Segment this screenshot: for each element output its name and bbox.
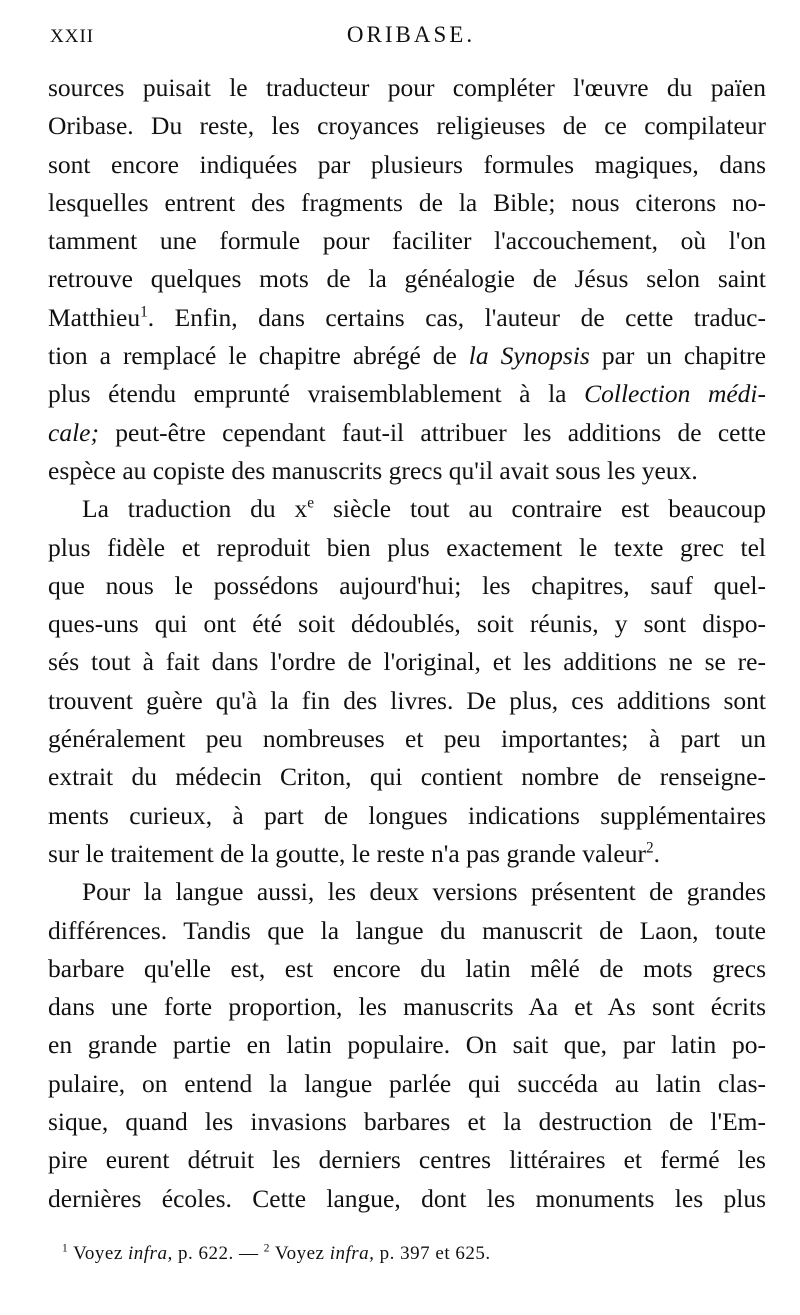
text-line: lesquelles entrent des fragments de la Bible; nous citerons no- <box>48 187 766 217</box>
footnote-italic: infra, <box>329 1243 375 1264</box>
text-line: sources puisait le traducteur pour compléter l'œuvre du païen <box>48 73 766 102</box>
text-line: sont encore indiquées par plusieurs formules magiques, dans <box>48 149 766 179</box>
footnote-text: p. 622. — <box>172 1243 264 1264</box>
footnote-marker: 1 <box>62 1242 69 1255</box>
footnote-text: Voyez <box>68 1243 128 1264</box>
superscript: e <box>307 494 315 512</box>
text-segment: . <box>653 838 660 868</box>
page-header <box>50 22 772 58</box>
text-segment: La traduction du x <box>82 494 308 524</box>
footnote-ref: 2 <box>645 839 654 857</box>
text-line: Oribase. Du reste, les croyances religieuses de ce compilateur <box>48 111 766 141</box>
text-line: en grande partie en latin populaire. On sait que, par latin po- <box>48 1030 766 1060</box>
text-segment: tion a remplacé le chapitre abrégé de <box>48 341 469 371</box>
text-line: sés tout à fait dans l'ordre de l'original, et les additions ne se re- <box>48 647 766 677</box>
text-line: barbare qu'elle est, est encore du latin mêlé de mots grecs <box>48 953 766 983</box>
text-line: dans une forte proportion, les manuscrits Aa et As sont écrits <box>48 992 766 1022</box>
text-segment: . Enfin, dans certains cas, l'auteur de cette traduc- <box>147 302 766 332</box>
text-line: pulaire, on entend la langue parlée qui succéda au latin clas- <box>48 1068 766 1098</box>
text-line: tamment une formule pour faciliter l'accouchement, où l'on <box>48 226 766 256</box>
text-line: espèce au copiste des manuscrits grecs qu'il avait sous les yeux. <box>48 455 698 485</box>
text-line <box>48 299 766 337</box>
footnote-text: p. 397 et 625. <box>374 1243 491 1264</box>
footnote-ref: 1 <box>140 303 148 321</box>
text-line: trouvent guère qu'à la fin des livres. De plus, ces additions sont <box>48 685 766 715</box>
footnote-marker: 2 <box>263 1242 270 1255</box>
text-line <box>48 835 766 873</box>
footnote-italic: infra, <box>128 1243 173 1264</box>
text-line: Pour la langue aussi, les deux versions présentent de grandes <box>82 877 766 907</box>
text-line: dernières écoles. Cette langue, dont les monuments les plus <box>48 1183 766 1213</box>
text-line: ques-uns qui ont été soit dédoublés, soit réunis, y sont dispo- <box>48 609 766 639</box>
text-line: ments curieux, à part de longues indications supplémentaires <box>48 800 766 830</box>
italic-title: cale; <box>48 417 99 447</box>
text-line: pire eurent détruit les derniers centres littéraires et fermé les <box>48 1145 766 1175</box>
footnote-text: Voyez <box>269 1243 330 1264</box>
text-line <box>48 490 766 528</box>
text-line: que nous le possédons aujourd'hui; les chapitres, sauf quel- <box>48 570 766 600</box>
text-line: extrait du médecin Criton, qui contient nombre de renseigne- <box>48 762 766 792</box>
page-number: XXII <box>50 26 95 47</box>
text-line: différences. Tandis que la langue du manuscrit de Laon, toute <box>48 915 766 945</box>
text-line: plus fidèle et reproduit bien plus exactement le texte grec tel <box>48 532 766 562</box>
text-segment: par un chapitre <box>589 341 766 371</box>
footnotes <box>62 1243 752 1265</box>
text-segment: peut-être cependant faut-il attribuer les additions de cette <box>98 417 766 447</box>
text-segment: Matthieu <box>48 302 141 332</box>
text-line <box>48 375 766 413</box>
text-segment: sur le traitement de la goutte, le reste n'a pas grande valeur <box>48 838 646 868</box>
text-segment: plus étendu emprunté vraisemblablement à la <box>48 379 585 409</box>
italic-title: la Synopsis <box>468 341 590 371</box>
italic-title: Collection médi- <box>584 379 767 409</box>
body-text <box>48 69 766 1218</box>
text-line: sique, quand les invasions barbares et la destruction de l'Em- <box>48 1107 766 1137</box>
text-line: généralement peu nombreuses et peu importantes; à part un <box>48 724 766 754</box>
text-line <box>48 337 766 375</box>
text-segment: siècle tout au contraire est beaucoup <box>314 494 766 524</box>
text-line: retrouve quelques mots de la généalogie de Jésus selon saint <box>48 264 766 294</box>
text-line <box>48 414 766 452</box>
running-title: ORIBASE. <box>346 22 476 47</box>
